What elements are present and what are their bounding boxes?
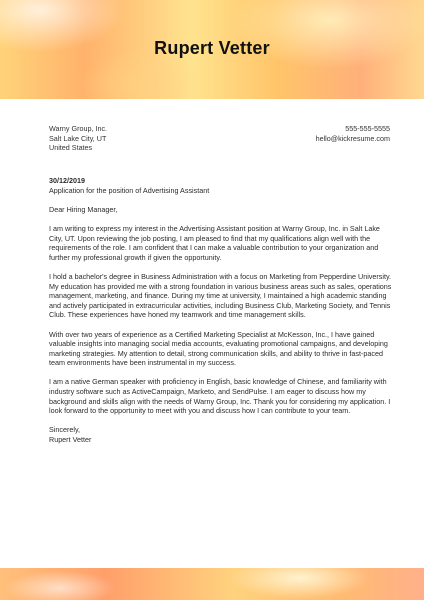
footer-banner (0, 568, 424, 600)
letter-salutation: Dear Hiring Manager, (49, 204, 118, 214)
letter-closing: Sincerely, (49, 425, 81, 435)
recipient-country: United States (49, 143, 93, 153)
letter-signature: Rupert Vetter (49, 435, 92, 445)
recipient-address (49, 124, 107, 153)
sender-email: hello@kickresume.com (315, 133, 390, 143)
sender-contact (316, 124, 390, 143)
recipient-city: Salt Lake City, UT (49, 133, 107, 143)
letter-paragraph: With over two years of experience as a Certified Marketing Specialist at McKesson, Inc., I have gained valuable insights into managing social media accounts, evaluating promotional campaigns, and developing marketing strategies. My attention to detail, strong communication skills, and ability to thrive in fast-paced team environments have been instrumental in my success. (49, 329, 388, 368)
letter-paragraph: I hold a bachelor's degree in Business Administration with a focus on Marketing from Pepperdine University. My education has provided me with a strong foundation in various business areas such as sales, operations management, marketing, and finance. During my time at university, I maintained a high academic standing and actively participated in extracurricular activities, including Business Club, Marketing Society, and Tennis Club. These experiences have honed my teamwork and time management skills. (49, 271, 392, 320)
recipient-company: Warny Group, Inc. (49, 124, 108, 133)
letter-subject: Application for the position of Advertising Assistant (49, 185, 210, 195)
sender-phone: 555-555-5555 (345, 124, 390, 133)
letter-paragraph: I am writing to express my interest in the Advertising Assistant position at Warny Group, Inc. in Salt Lake City, UT. Upon reviewing the job posting, I am pleased to find that my qualifications align well with the requirements of the role. I am confident that I can make a valuable contribution to your organization and further my professional growth if given the opportunity. (49, 223, 380, 262)
applicant-name: Rupert Vetter (154, 38, 270, 58)
letter-paragraph: I am a native German speaker with proficiency in English, basic knowledge of Chinese, and familiarity with industry software such as ActiveCampaign, Marketo, and SendPulse. I am eager to discuss how my background and skills align with the needs of Warny Group, Inc. Thank you for considering my application. I look forward to the opportunity to meet with you and discuss how I can contribute to your team. (49, 377, 391, 416)
header-banner (0, 0, 424, 99)
letter-date: 30/12/2019 (49, 176, 85, 185)
letter-body (49, 176, 395, 445)
